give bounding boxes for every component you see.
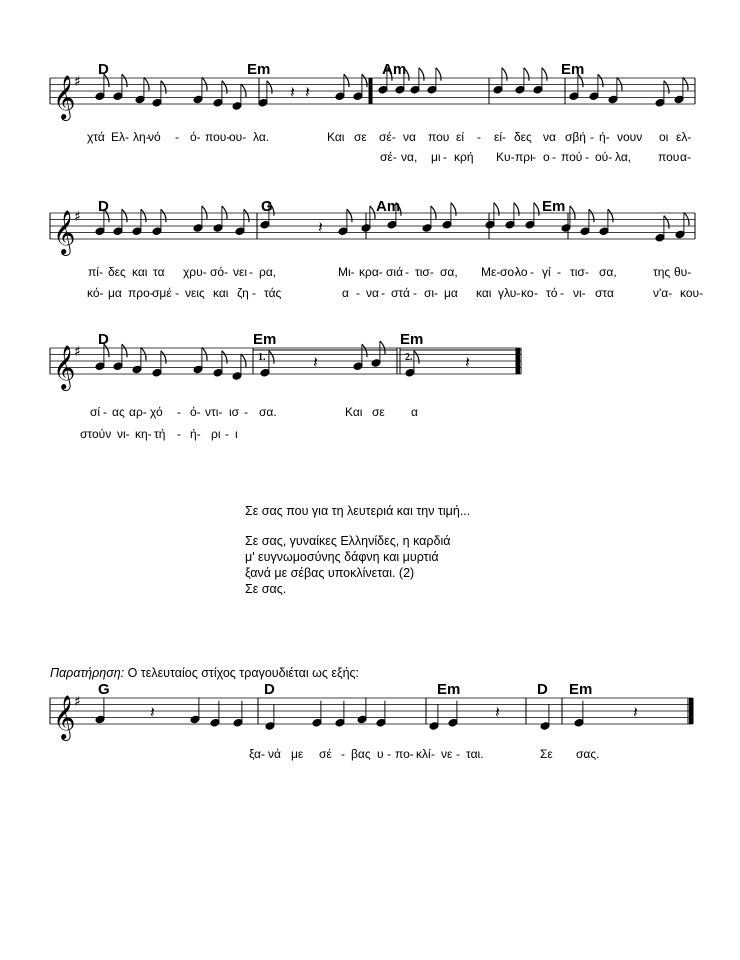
- lyric-syllable: σέ: [319, 747, 332, 761]
- lyric-syllable: σμέ: [152, 286, 172, 300]
- chord-symbol: Em: [542, 198, 566, 215]
- chord-symbol: Em: [561, 61, 585, 78]
- note-flag: [684, 212, 689, 225]
- note-flag: [344, 74, 349, 87]
- lyric-syllable: τα: [153, 265, 165, 279]
- lyric-syllable: -: [175, 130, 179, 144]
- lyric-syllable: εί: [456, 130, 465, 144]
- lyric-syllable: -: [530, 265, 534, 279]
- note-flag: [222, 81, 227, 94]
- note-flag: [534, 203, 539, 216]
- lyric-syllable: -: [557, 265, 561, 279]
- lyric-syllable: τή: [154, 427, 166, 441]
- lyric-syllable: σο-: [500, 265, 519, 279]
- lyric-syllable: νε: [441, 747, 453, 761]
- lyric-syllable: ρα,: [259, 265, 277, 279]
- lyric-syllable: ας: [112, 405, 125, 419]
- lyric-syllable: Μι-: [338, 265, 355, 279]
- lyric-syllable: λο: [515, 265, 528, 279]
- chord-symbol: G: [261, 198, 273, 215]
- lyric-syllable: α-: [680, 150, 691, 164]
- lyric-syllable: -: [225, 427, 229, 441]
- lyric-syllable: και: [213, 286, 229, 300]
- lyric-syllable: -: [434, 286, 438, 300]
- lyric-syllable: Ελ-: [111, 130, 129, 144]
- lyric-syllable: τισ-: [415, 265, 434, 279]
- note-flag: [451, 203, 456, 216]
- lyric-syllable: Και: [327, 130, 345, 144]
- lyric-syllable: και: [476, 286, 492, 300]
- first-ending-label: 1.: [258, 352, 266, 363]
- lyric-syllable: ισ: [229, 405, 240, 419]
- lyric-syllable: -: [177, 405, 181, 419]
- lyric-syllable: εί-: [494, 130, 507, 144]
- chord-symbol: D: [264, 681, 275, 698]
- lyric-syllable: -: [443, 150, 447, 164]
- lyric-syllable: ι: [235, 427, 238, 441]
- note-flag: [502, 68, 507, 81]
- note-flag: [570, 206, 575, 219]
- remark-note: [50, 666, 359, 680]
- note-flag: [222, 206, 227, 219]
- note-flag: [683, 77, 688, 90]
- lyric-syllable: -: [249, 265, 253, 279]
- lyric-syllable: μα: [108, 286, 122, 300]
- note-flag: [664, 216, 669, 229]
- chord-symbol: Em: [569, 681, 593, 698]
- lyric-syllable: ο: [543, 150, 550, 164]
- lyric-syllable: υ: [377, 747, 384, 761]
- note-flag: [524, 68, 529, 81]
- rest-icon: 𝄽: [633, 702, 638, 722]
- final-barline: [516, 348, 520, 374]
- note-flag: [161, 351, 166, 364]
- lyric-syllable: νει: [233, 265, 248, 279]
- lyric-syllable: νεις: [185, 286, 205, 300]
- verse-line: ξανά με σέβας υποκλίνεται. (2): [245, 566, 415, 580]
- lyric-syllable: προ-: [128, 286, 154, 300]
- rest-icon: 𝄽: [290, 82, 295, 102]
- lyric-syllable: ν'α-: [653, 286, 673, 300]
- rest-icon: 𝄽: [465, 352, 470, 372]
- lyric-syllable: λα.: [253, 130, 270, 144]
- lyric-syllable: δες: [108, 265, 126, 279]
- lyric-syllable: σας.: [576, 747, 600, 761]
- lyric-syllable: λα,: [615, 150, 632, 164]
- lyric-syllable: μι: [431, 150, 441, 164]
- note-flag: [370, 206, 375, 219]
- lyric-syllable: πί-: [88, 265, 103, 279]
- lyric-syllable: -: [252, 286, 256, 300]
- second-ending-label: 2.: [405, 352, 413, 363]
- chord-symbol: D: [98, 198, 109, 215]
- lyric-syllable: νά: [268, 747, 281, 761]
- lyric-syllable: μα: [444, 286, 458, 300]
- lyric-syllable: χτά: [87, 130, 105, 144]
- lyric-syllable: Και: [345, 405, 363, 419]
- lyric-syllable: χό: [150, 405, 163, 419]
- rest-icon: 𝄽: [495, 702, 500, 722]
- lyric-syllable: ται.: [466, 747, 484, 761]
- lyric-syllable: να,: [401, 150, 418, 164]
- lyric-syllable: -: [405, 265, 409, 279]
- treble-clef-icon: 𝄞: [53, 210, 76, 254]
- chord-symbol: Em: [437, 681, 461, 698]
- lyric-syllable: ου-: [229, 130, 247, 144]
- note-flag: [589, 209, 594, 222]
- treble-clef-icon: 𝄞: [53, 695, 76, 739]
- lyric-syllable: -: [590, 130, 594, 144]
- lyric-syllable: -: [431, 747, 435, 761]
- lyric-syllable: νουν: [617, 130, 643, 144]
- note-flag: [267, 81, 272, 94]
- verse-line: Σε σας.: [245, 582, 287, 596]
- note-flag: [202, 347, 207, 360]
- lyric-syllable: σε: [354, 130, 367, 144]
- lyric-syllable: γί: [542, 265, 551, 279]
- lyric-syllable: -: [585, 150, 589, 164]
- chord-symbol: D: [537, 681, 548, 698]
- lyric-syllable: ντι-: [205, 405, 223, 419]
- note-flag: [141, 209, 146, 222]
- note-flag: [598, 74, 603, 87]
- lyric-syllable: Με-: [481, 265, 501, 279]
- lyric-syllable: σέ-: [380, 150, 397, 164]
- lyric-syllable: δες: [514, 130, 532, 144]
- note-flag: [241, 354, 246, 367]
- rest-icon: 𝄽: [318, 217, 323, 237]
- lyric-syllable: τό: [546, 286, 558, 300]
- lyric-syllable: στά: [391, 286, 410, 300]
- sharp-key-signature-icon: ♯: [74, 693, 81, 710]
- lyric-syllable: στούν: [80, 427, 112, 441]
- lyric-syllable: κρα-: [359, 265, 383, 279]
- note-flag: [617, 77, 622, 90]
- lyric-syllable: κό-: [87, 286, 104, 300]
- remark-label: Παρατήρηση:: [50, 666, 125, 680]
- lyric-syllable: που: [428, 130, 450, 144]
- lyric-syllable: να: [366, 286, 379, 300]
- lyric-syllable: σί: [90, 405, 101, 419]
- lyric-syllable: ζη: [237, 286, 249, 300]
- lyric-syllable: -: [381, 286, 385, 300]
- remark-text: Ο τελευταίος στίχος τραγουδιέται ως εξής:: [124, 666, 360, 680]
- lyric-syllable: χρυ-: [183, 265, 207, 279]
- lyric-syllable: -: [456, 747, 460, 761]
- note-flag: [436, 68, 441, 81]
- lyric-syllable: -: [413, 286, 417, 300]
- note-flag: [269, 351, 274, 364]
- note-flag: [362, 74, 367, 87]
- lyric-syllable: -: [532, 150, 536, 164]
- lyric-syllable: να: [543, 130, 556, 144]
- lyric-syllable: πού: [561, 150, 583, 164]
- lyric-syllable: οι: [659, 130, 669, 144]
- lyric-syllable: της: [653, 265, 671, 279]
- lyric-syllable: σβή: [565, 130, 586, 144]
- chord-symbol: Em: [253, 331, 277, 348]
- note-flag: [414, 351, 419, 364]
- lyric-syllable: -: [244, 405, 248, 419]
- lyric-syllable: ού-: [595, 150, 613, 164]
- lyric-syllable: σε: [372, 405, 385, 419]
- lyric-syllable: ό-: [190, 405, 201, 419]
- lyric-syllable: -: [175, 286, 179, 300]
- lyric-syllable: λη-: [133, 130, 150, 144]
- note-flag: [161, 81, 166, 94]
- lyric-syllable: αρ-: [129, 405, 147, 419]
- chord-symbol: G: [98, 681, 110, 698]
- rest-icon: 𝄽: [305, 82, 310, 102]
- note-flag: [419, 68, 424, 81]
- lyric-syllable: κου-: [680, 286, 704, 300]
- lyric-syllable: βας: [351, 747, 371, 761]
- chord-symbol: D: [98, 331, 109, 348]
- note-flag: [122, 344, 127, 357]
- lyric-syllable: α: [411, 405, 418, 419]
- note-flag: [202, 206, 207, 219]
- note-flag: [141, 347, 146, 360]
- verse-line: μ' ευγνωμοσύνης δάφνη και μυρτιά: [245, 550, 439, 564]
- lyric-syllable: με: [291, 747, 304, 761]
- lyric-syllable: σι: [424, 286, 435, 300]
- lyric-syllable: Κυ-: [496, 150, 515, 164]
- chord-symbol: Em: [400, 331, 424, 348]
- note-flag: [542, 68, 547, 81]
- note-flag: [431, 206, 436, 219]
- lyric-syllable: που: [658, 150, 680, 164]
- note-flag: [362, 344, 367, 357]
- lyric-syllable: να: [403, 130, 416, 144]
- treble-clef-icon: 𝄞: [53, 345, 76, 389]
- final-barline: [689, 698, 693, 724]
- note-flag: [514, 203, 519, 216]
- lyric-syllable: ελ-: [676, 130, 692, 144]
- lyric-syllable: ρι: [211, 427, 221, 441]
- lyric-syllable: -: [534, 286, 538, 300]
- lyric-syllable: -: [341, 747, 345, 761]
- lyric-syllable: γλυ-: [498, 286, 521, 300]
- lyric-syllable: σέ-: [379, 130, 396, 144]
- lyric-syllable: -: [356, 286, 360, 300]
- lyric-syllable: κρή: [454, 150, 474, 164]
- note-flag: [122, 74, 127, 87]
- lyric-syllable: κλί: [416, 747, 431, 761]
- repeat-start-barline: [369, 78, 372, 104]
- lyric-syllable: πρι: [515, 150, 533, 164]
- note-flag: [122, 209, 127, 222]
- lyric-syllable: σα,: [440, 265, 458, 279]
- note-flag: [241, 84, 246, 97]
- lyric-syllable: -: [103, 405, 107, 419]
- lyric-syllable: σα.: [259, 405, 277, 419]
- lyric-syllable: τάς: [264, 286, 282, 300]
- note-flag: [664, 81, 669, 94]
- lyric-syllable: κο: [521, 286, 534, 300]
- lyric-syllable: νό: [148, 130, 161, 144]
- lyric-syllable: -: [560, 286, 564, 300]
- lyric-syllable: ή-: [190, 427, 201, 441]
- lyric-syllable: κη-: [135, 427, 152, 441]
- chord-symbol: D: [98, 61, 109, 78]
- lyric-syllable: τισ-: [570, 265, 589, 279]
- note-flag: [347, 209, 352, 222]
- lyric-syllable: α: [342, 286, 349, 300]
- lyric-syllable: σα,: [599, 265, 617, 279]
- note-flag: [494, 203, 499, 216]
- note-flag: [144, 77, 149, 90]
- sharp-key-signature-icon: ♯: [74, 73, 81, 90]
- rest-icon: 𝄽: [150, 702, 155, 722]
- chord-symbol: Em: [247, 61, 271, 78]
- chord-symbol: Am: [376, 198, 401, 215]
- lyric-syllable: νι-: [117, 427, 130, 441]
- note-flag: [244, 209, 249, 222]
- lyric-syllable: πο-: [395, 747, 414, 761]
- lyric-syllable: σιά: [386, 265, 404, 279]
- lyric-syllable: που-: [205, 130, 231, 144]
- lyric-syllable: και: [132, 265, 148, 279]
- lyric-syllable: στα: [595, 286, 614, 300]
- note-flag: [222, 351, 227, 364]
- lyric-syllable: νι-: [573, 286, 586, 300]
- note-flag: [202, 77, 207, 90]
- sharp-key-signature-icon: ♯: [74, 343, 81, 360]
- chord-symbol: Am: [382, 61, 407, 78]
- note-flag: [380, 341, 385, 354]
- sharp-key-signature-icon: ♯: [74, 208, 81, 225]
- lyric-syllable: -: [552, 150, 556, 164]
- lyric-syllable: ή-: [599, 130, 610, 144]
- verse-line: Σε σας, γυναίκες Ελληνίδες, η καρδιά: [245, 534, 451, 548]
- lyric-syllable: -: [477, 130, 481, 144]
- lyric-syllable: θυ-: [674, 265, 692, 279]
- treble-clef-icon: 𝄞: [53, 75, 76, 119]
- rest-icon: 𝄽: [313, 352, 318, 372]
- lyric-syllable: σό-: [210, 265, 229, 279]
- note-flag: [161, 209, 166, 222]
- lyric-syllable: ξα-: [249, 747, 265, 761]
- lyric-syllable: ό-: [190, 130, 201, 144]
- verse-line: Σε σας που για τη λευτεριά και την τιμή...: [245, 504, 471, 518]
- lyric-syllable: -: [177, 427, 181, 441]
- lyric-syllable: Σε: [540, 747, 553, 761]
- note-flag: [608, 209, 613, 222]
- lyric-syllable: -: [387, 747, 391, 761]
